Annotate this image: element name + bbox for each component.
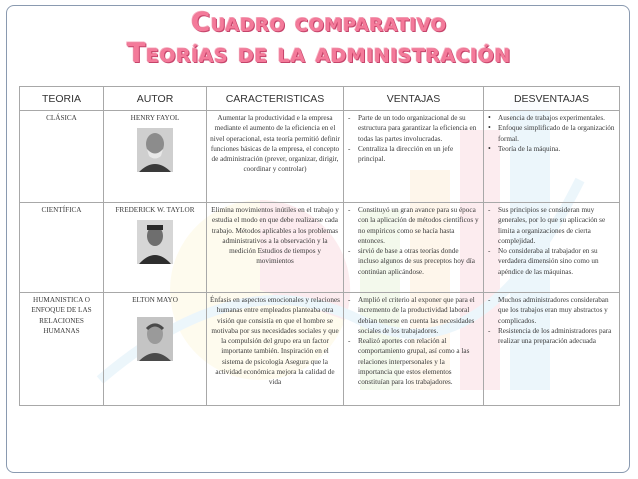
author-name: ELTON MAYO [132,296,178,304]
characteristics-cell: Aumentar la productividad e la empresa mediante el aumento de la eficiencia en el nivel operacional, esta teoría permitió definir funciones básicas de la empresa, el concepto de administración (prever, organizar, dirigir, coordinar y controlar) [207,111,344,203]
author-name: HENRY FAYOL [130,114,180,122]
list-item: - Amplió el criterio al exponer que para el incremento de la productividad laboral debían tenerse en cuenta las necesidades sociales de los trabajadores. [347,295,480,336]
header-autor: AUTOR [104,87,207,111]
advantages-cell [344,203,484,293]
portrait-photo-fayol [137,128,173,172]
list-item: - No consideraba al trabajador en su verdadera dimensión sino como un apéndice de las máquinas. [487,246,616,277]
list-item: - Sus principios se consideran muy generales, por lo que su aplicación se limita a organizaciones de cierta complejidad. [487,205,616,246]
disadvantages-cell [484,111,620,203]
table-row [20,111,620,203]
header-teoria: TEORIA [20,87,104,111]
list-item: • Enfoque simplificado de la organización formal. [487,123,616,144]
disadvantages-cell [484,203,620,293]
author-cell [104,111,207,203]
list-item: - Resistencia de los administradores para realizar una preparación adecuada [487,326,616,347]
header-desventajas: DESVENTAJAS [484,87,620,111]
portrait-photo-mayo [137,317,173,361]
page-title [0,6,638,67]
characteristics-cell: Elimina movimientos inútiles en el trabajo y estudia el modo en que debe realizarse cada trabajo. Métodos aplicables a los problemas administrativos a la observación y la medición Estudios de tiempos y movimientos [207,203,344,293]
list-item: - Parte de un todo organizacional de su estructura para garantizar la eficiencia en todas las partes involucradas. [347,113,480,144]
author-cell [104,203,207,293]
header-row [20,87,620,111]
title-line-2: Teorías de la administración [127,38,511,69]
title-line-1: Cuadro comparativo [191,8,447,38]
list-item: - sirvió de base a otras teorías donde incluso algunos de sus preceptos hoy día continúan aplicándose. [347,246,480,277]
advantages-cell [344,293,484,406]
comparison-table [19,86,620,406]
disadvantages-cell [484,293,620,406]
theory-cell: CLÁSICA [20,111,104,203]
list-item: - Muchos administradores consideraban que los trabajos eran muy abstractos y complicados. [487,295,616,326]
author-cell [104,293,207,406]
table-row [20,293,620,406]
author-name: FREDERICK W. TAYLOR [115,206,195,214]
theory-cell: CIENTÍFICA [20,203,104,293]
header-caracteristicas: CARACTERISTICAS [207,87,344,111]
advantages-cell [344,111,484,203]
list-item: - Realizó aportes con relación al comportamiento grupal, así como a las relaciones interpersonales y la importancia que estos elementos constituían para los trabajadores. [347,336,480,387]
header-ventajas: VENTAJAS [344,87,484,111]
theory-cell: HUMANISTICA O ENFOQUE DE LAS RELACIONES HUMANAS [20,293,104,406]
portrait-photo-taylor [137,220,173,264]
list-item: - Centraliza la dirección en un jefe principal. [347,144,480,165]
list-item: - Constituyó un gran avance para su época con la aplicación de métodos científicos y no empíricos como se hacía hasta entonces. [347,205,480,246]
table-row [20,203,620,293]
list-item: • Ausencia de trabajos experimentales. [487,113,616,123]
list-item: • Teoría de la máquina. [487,144,616,154]
characteristics-cell: Énfasis en aspectos emocionales y relaciones humanas entre empleados planteaba otra visión que consistía en que el hombre se motivaba por sus necesidades sociales y que la compulsión del grupo era un factor importante también. Inspiración en el sistema de psicología Asegura que la actividad económica mejora la calidad de vida [207,293,344,406]
